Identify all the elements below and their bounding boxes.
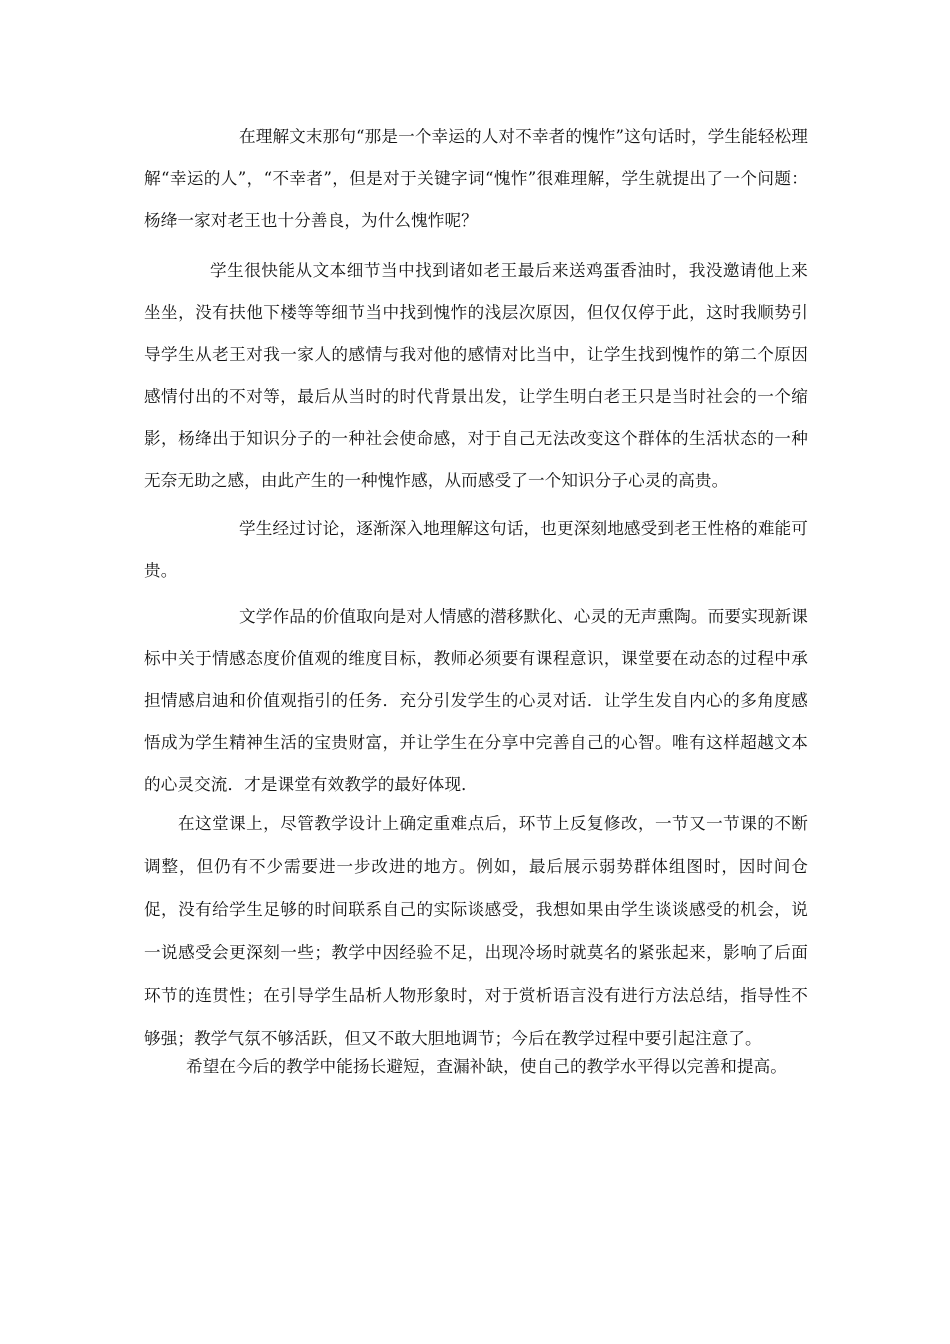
paragraph-reflection-improvements: 在这堂课上，尽管教学设计上确定重难点后，环节上反复修改，一节又一节课的不断调整，但仍有不少需要进一步改进的地方。例如，最后展示弱势群体组图时，因时间仓促，没有给学生足够的时间联系自己的实际谈感受，我想如果由学生谈谈感受的机会，说一说感受会更深刻一些；教学中因经验不足，出现冷场时就莫名的紧张起来，影响了后面环节的连贯性；在引导学生品析人物形象时，对于赏析语言没有进行方法总结，指导性不够强；教学气氛不够活跃，但又不敢大胆地调节；今后在教学过程中要引起注意了。: [144, 814, 808, 1048]
paragraph-understanding-key-sentence: 在理解文末那句“那是一个幸运的人对不幸者的愧怍”这句话时，学生能轻松理解“幸运的人”，“不幸者”，但是对于关键字词“愧怍”很难理解，学生就提出了一个问题：杨绛一家对老王也十分善良，为什么愧怍呢？: [144, 127, 808, 230]
paragraph-discussion-result: 学生经过讨论，逐渐深入地理解这句话，也更深刻地感受到老王性格的难能可贵。: [144, 519, 808, 580]
paragraph-literary-value: 文学作品的价值取向是对人情感的潜移默化、心灵的无声熏陶。而要实现新课标中关于情感态度价值观的维度目标，教师必须要有课程意识，课堂要在动态的过程中承担情感启迪和价值观指引的任务．充分引发学生的心灵对话．让学生发自内心的多角度感悟成为学生精神生活的宝贵财富，并让学生在分享中完善自己的心智。唯有这样超越文本的心灵交流．才是课堂有效教学的最好体现．: [144, 607, 808, 794]
paragraph-closing-hope: 希望在今后的教学中能扬长避短，查漏补缺，使自己的教学水平得以完善和提高。: [186, 1057, 787, 1076]
paragraph-reasons-for-guilt: 学生很快能从文本细节当中找到诸如老王最后来送鸡蛋香油时，我没邀请他上来坐坐，没有扶他下楼等等细节当中找到愧怍的浅层次原因，但仅仅停于此，这时我顺势引导学生从老王对我一家人的感情与我对他的感情对比当中，让学生找到愧怍的第二个原因感情付出的不对等，最后从当时的时代背景出发，让学生明白老王只是当时社会的一个缩影，杨绛出于知识分子的一种社会使命感，对于自己无法改变这个群体的生活状态的一种无奈无助之感，由此产生的一种愧怍感，从而感受了一个知识分子心灵的高贵。: [144, 261, 808, 490]
